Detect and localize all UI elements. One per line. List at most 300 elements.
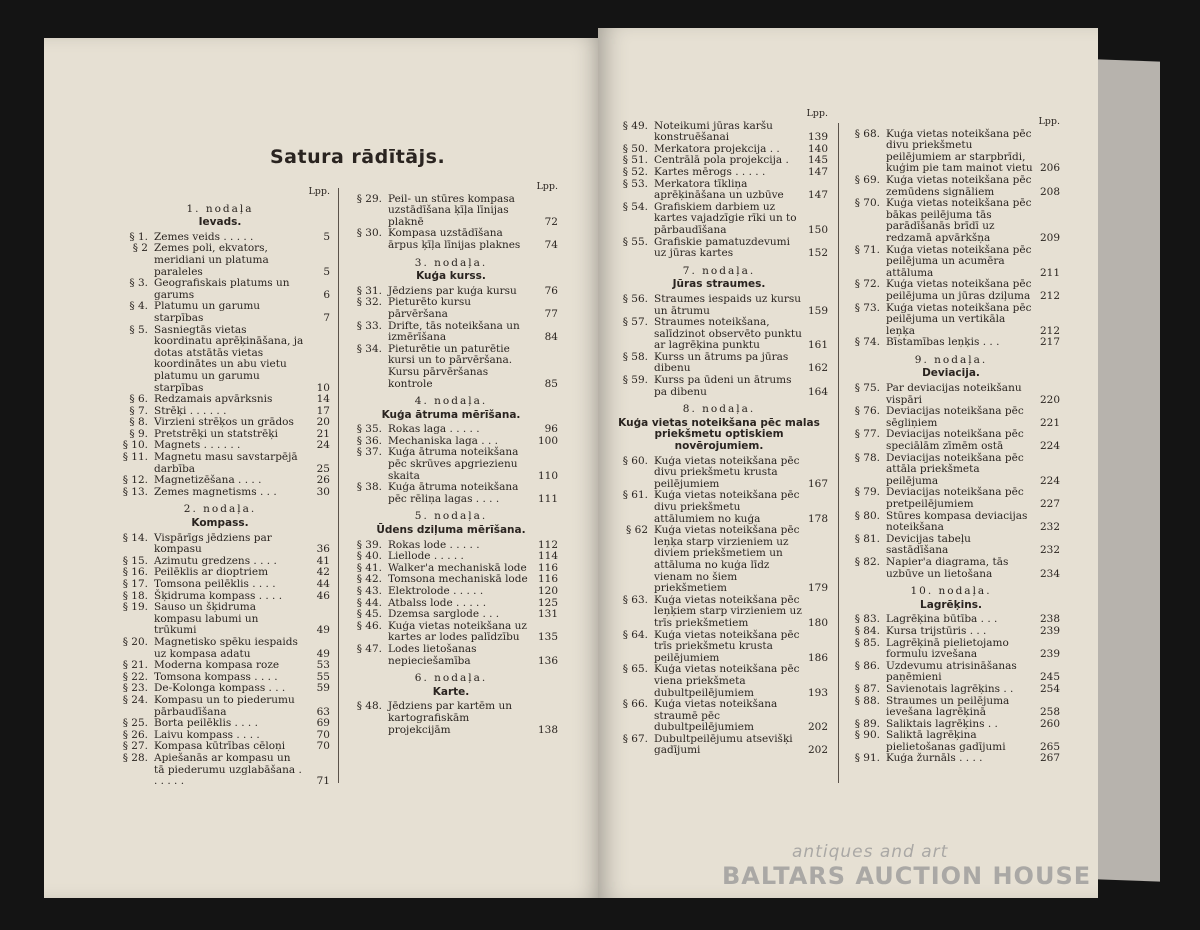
section-title: Magnets . . . . . .: [154, 439, 241, 452]
section-number: § 5.: [129, 323, 148, 336]
page-number: 6: [323, 288, 330, 301]
page-number: 30: [316, 485, 330, 498]
page-number: 76: [544, 284, 558, 297]
section-number: § 79.: [854, 486, 880, 499]
section-number: § 36.: [356, 434, 382, 447]
page-number: 167: [807, 477, 828, 490]
section-title: Kuģa vietas noteikšana pēc peilējuma un acumēra attāluma: [886, 243, 1032, 279]
section-title: Deviacijas noteikšana pēc attāla priekšmeta peilējuma: [886, 451, 1024, 487]
section-title: Savienotais lagrēķins . .: [886, 682, 1014, 695]
section-title: Tomsona peilēklis . . . .: [154, 578, 276, 590]
page-number: 164: [807, 385, 828, 398]
page-number: 5: [323, 265, 330, 278]
section-number: § 20.: [122, 635, 148, 648]
toc-entry: [610, 664, 828, 699]
chapter-title: Ūdens dziļuma mērīšana.: [376, 524, 526, 537]
section-title: Kurss un ātrums pa jūras dibenu: [654, 350, 789, 375]
section-title: Kartes mērogs . . . . .: [654, 165, 766, 178]
page-column-label: Lpp.: [536, 181, 558, 192]
page-number: 186: [807, 651, 828, 664]
toc-entry: [110, 325, 330, 395]
section-title: Dzemsa sarglode . . .: [388, 608, 500, 621]
chapter-number: 10. nodaļa.: [910, 585, 992, 598]
toc-entry: [110, 394, 330, 406]
toc-entry: [110, 243, 330, 278]
section-number: § 59.: [622, 374, 648, 387]
section-title: Kuģa ātruma noteikšana pēc rēliņa lagas . . . .: [388, 481, 519, 505]
section-number: § 42.: [356, 573, 382, 586]
section-title: Borta peilēklis . . . .: [154, 717, 258, 730]
section-number: § 34.: [356, 342, 382, 355]
section-number: § 9.: [129, 427, 148, 440]
section-title: Rokas lode . . . . .: [388, 538, 480, 551]
toc-entry: [842, 198, 1060, 244]
page-number: 267: [1039, 752, 1060, 765]
section-title: Redzamais apvārksnis: [154, 393, 273, 406]
section-title: Magnetisko spēku iespaids uz kompasa adatu: [154, 635, 298, 660]
chapter-number: 3. nodaļa.: [414, 256, 488, 269]
page-number: 125: [537, 596, 558, 609]
page-number: 63: [316, 705, 330, 718]
section-title: Liellode . . . . .: [388, 550, 464, 563]
section-title: Grafiskie pamatuzdevumi uz jūras kartes: [654, 235, 790, 260]
page-number: 232: [1039, 544, 1060, 557]
section-number: § 57.: [622, 316, 648, 329]
toc-entry: [110, 278, 330, 301]
page-number: 135: [537, 631, 558, 644]
page-number: 116: [537, 573, 558, 586]
toc-entry: [842, 129, 1060, 175]
section-title: Lagrēķina būtība . . .: [886, 613, 998, 626]
chapter-number: 5. nodaļa.: [414, 510, 488, 523]
section-number: § 44.: [356, 596, 382, 609]
page-number: 41: [316, 554, 330, 567]
toc-entry: [842, 487, 1060, 510]
toc-entry: [842, 245, 1060, 280]
toc-entry: [842, 684, 1060, 696]
toc-entry: [610, 734, 828, 757]
page-number: 209: [1039, 231, 1060, 244]
section-title: Kompasa kūtrības cēloņi: [154, 740, 286, 753]
section-number: § 77.: [854, 428, 880, 441]
toc-entry: [842, 406, 1060, 429]
section-number: § 14.: [122, 531, 148, 544]
section-title: Kuģa vietas noteikšana pēc viena priekšmeta dubultpeilējumiem: [654, 663, 800, 699]
section-number: § 15.: [122, 554, 148, 567]
section-number: § 6.: [129, 393, 148, 406]
toc-entry: [842, 638, 1060, 661]
section-title: Peil- un stūres kompasa uzstādīšana ķīļa līnijas plaknē: [388, 192, 515, 228]
chapter-title: Karte.: [432, 685, 470, 698]
page-number: 42: [316, 566, 330, 579]
section-number: § 47.: [356, 642, 382, 655]
section-title: Grafiskiem darbiem uz kartes vajadzīgie rīki un to pārbaudīšana: [654, 200, 797, 236]
chapter-number: 1. nodaļa: [186, 202, 254, 215]
page-number: 140: [807, 142, 828, 155]
section-title: Straumes noteikšana, salīdzinot observēto punktu ar lagrēķina punktu: [654, 316, 802, 352]
section-number: § 13.: [122, 485, 148, 498]
page-number: 193: [807, 686, 828, 699]
section-number: § 55.: [622, 235, 648, 248]
page-number: 212: [1039, 289, 1060, 302]
section-number: § 28.: [122, 751, 148, 764]
section-title: Saliktā lagrēķina pielietošanas gadījumi: [886, 729, 1006, 753]
toc-entry: [110, 579, 330, 591]
toc-entry: [344, 321, 558, 344]
section-title: Uzdevumu atrisināšanas paņēmieni: [886, 659, 1017, 684]
section-title: Bīstamības leņķis . . .: [886, 336, 1000, 349]
right-page: [598, 28, 1098, 898]
section-title: Zemes magnetisms . . .: [154, 485, 277, 498]
page-number: 232: [1039, 521, 1060, 534]
section-title: Pretstrēķi un statstrēķi: [154, 427, 278, 440]
left-page: [44, 38, 604, 898]
section-number: § 4.: [129, 300, 148, 313]
page-title: Satura rādītājs.: [270, 146, 446, 168]
toc-entry: [842, 383, 1060, 406]
section-number: § 70.: [854, 197, 880, 210]
toc-entry: [842, 626, 1060, 638]
section-number: § 11.: [122, 451, 148, 464]
section-title: Straumes iespaids uz kursu un ātrumu: [654, 292, 802, 317]
chapter-number: 6. nodaļa.: [414, 672, 488, 685]
toc-entry: [610, 202, 828, 237]
section-number: § 3.: [129, 277, 148, 290]
toc-entry: [344, 297, 558, 320]
section-title: Kuģa vietas noteikšana uz kartes ar lodes palīdzību: [388, 619, 527, 644]
page-number: 162: [807, 362, 828, 375]
watermark-line-1: antiques and art: [792, 842, 949, 862]
section-number: § 24.: [122, 693, 148, 706]
section-number: § 82.: [854, 555, 880, 568]
section-title: Moderna kompasa roze: [154, 659, 280, 672]
page-number: 120: [537, 585, 558, 597]
page-number: 69: [316, 717, 330, 730]
toc-entry: [610, 352, 828, 375]
section-number: § 62: [626, 524, 648, 537]
toc-entry: [842, 303, 1060, 338]
section-title: Kuģa žurnāls . . . .: [886, 752, 983, 765]
chapter-title: Kuģa ātruma mērīšana.: [381, 408, 521, 421]
page-number: 49: [316, 647, 330, 660]
section-number: § 90.: [854, 729, 880, 742]
page-number: 5: [323, 230, 330, 243]
section-title: Kuģa ātruma noteikšana pēc skrūves apgriezienu skaita: [388, 446, 519, 482]
section-title: Dubultpeilējumu atsevišķi gadījumi: [654, 732, 793, 757]
page-number: 159: [807, 304, 828, 317]
section-number: § 35.: [356, 423, 382, 436]
toc-entry: [842, 696, 1060, 719]
section-number: § 65.: [622, 663, 648, 676]
toc-entry: [344, 701, 558, 736]
section-number: § 38.: [356, 481, 382, 494]
page-number: 139: [807, 131, 828, 144]
section-title: Rokas laga . . . . .: [388, 423, 480, 436]
chapter-number: 8. nodaļa.: [682, 403, 756, 416]
section-number: § 81.: [854, 532, 880, 545]
page-number: 55: [316, 670, 330, 683]
page-number: 254: [1039, 682, 1060, 695]
section-number: § 18.: [122, 589, 148, 602]
section-number: § 54.: [622, 200, 648, 213]
section-title: Peilēklis ar dioptriem: [154, 566, 269, 579]
section-title: Virzieni strēķos un grādos: [154, 416, 294, 429]
section-number: § 71.: [854, 243, 880, 256]
toc-column-4: [842, 116, 1060, 765]
section-number: § 53.: [622, 177, 648, 190]
page-column-label: Lpp.: [1038, 116, 1060, 127]
section-number: § 72.: [854, 278, 880, 291]
section-title: Elektrolode . . . . .: [388, 585, 484, 597]
toc-entry: [842, 661, 1060, 684]
chapter-title: Deviacija.: [922, 367, 980, 380]
section-title: Atbalss lode . . . . .: [388, 596, 487, 609]
toc-entry: [110, 452, 330, 475]
section-title: Straumes un peilējuma ievešana lagrēķinā: [886, 694, 1010, 719]
section-title: Magnetizēšana . . . .: [154, 474, 262, 487]
page-number: 161: [807, 339, 828, 352]
page-number: 21: [316, 427, 330, 440]
section-title: Kompasa uzstādīšana ārpus ķīļa līnijas plaknes: [388, 227, 521, 251]
page-number: 212: [1039, 324, 1060, 337]
toc-column-2: [344, 181, 558, 736]
section-number: § 78.: [854, 451, 880, 464]
section-title: Par deviacijas noteikšanu vispāri: [886, 382, 1022, 406]
section-title: Tomsona kompass . . . .: [154, 670, 278, 683]
section-number: § 76.: [854, 405, 880, 418]
page-number: 131: [537, 608, 558, 621]
toc-entry: [610, 490, 828, 525]
section-title: Jēdziens par kartēm un kartografiskām projekcijām: [388, 700, 512, 736]
page-number: 147: [807, 165, 828, 178]
page-number: 224: [1039, 474, 1060, 487]
chapter-title: Kompass.: [191, 517, 249, 530]
section-number: § 88.: [854, 694, 880, 707]
watermark-line-2: BALTARS AUCTION HOUSE: [722, 862, 1092, 890]
page-number: 150: [807, 223, 828, 236]
toc-entry: [110, 695, 330, 718]
section-number: § 29.: [356, 192, 382, 205]
toc-entry: [610, 294, 828, 317]
section-title: Vispārīgs jēdziens par kompasu: [154, 531, 272, 556]
section-number: § 7.: [129, 404, 148, 417]
page-number: 85: [544, 377, 558, 390]
toc-column-1: [110, 186, 330, 788]
toc-entry: [344, 228, 558, 251]
page-number: 258: [1039, 706, 1060, 719]
section-title: Sauso un šķidruma kompasu labumi un trūkumi: [154, 601, 259, 637]
section-title: Kuģa vietas noteikšana pēc bākas peilējuma tās parādīšanās brīdī uz redzamā apvārkšņa: [886, 197, 1032, 244]
section-number: § 56.: [622, 292, 648, 305]
toc-entry: [110, 533, 330, 556]
section-title: Kuģa vietas noteikšana straumē pēc dubultpeilējumiem: [654, 698, 778, 734]
toc-entry: [842, 279, 1060, 302]
toc-entry: [610, 375, 828, 398]
toc-entry: [842, 730, 1060, 753]
section-number: § 25.: [122, 717, 148, 730]
toc-entry: [344, 447, 558, 482]
section-number: § 66.: [622, 698, 648, 711]
section-number: § 26.: [122, 728, 148, 741]
page-number: 14: [316, 393, 330, 406]
page-number: 220: [1039, 393, 1060, 406]
toc-entry: [344, 344, 558, 390]
section-number: § 41.: [356, 561, 382, 574]
section-title: Kuģa vietas noteikšana pēc leņķiem starp virzieniem uz trīs priekšmetiem: [654, 593, 802, 629]
section-number: § 17.: [122, 578, 148, 590]
section-number: § 83.: [854, 613, 880, 626]
page-number: 112: [537, 538, 558, 551]
page-number: 24: [316, 439, 330, 452]
section-number: § 60.: [622, 454, 648, 467]
page-number: 110: [537, 469, 558, 482]
section-number: § 89.: [854, 717, 880, 730]
section-number: § 1.: [129, 230, 148, 243]
toc-entry: [610, 179, 828, 202]
section-number: § 32.: [356, 296, 382, 309]
section-number: § 16.: [122, 566, 148, 579]
toc-entry: [842, 557, 1060, 580]
section-title: Strēķi . . . . . .: [154, 404, 227, 417]
toc-entry: [110, 487, 330, 499]
page-number: 116: [537, 561, 558, 574]
section-number: § 37.: [356, 446, 382, 459]
section-number: § 58.: [622, 350, 648, 363]
section-number: § 12.: [122, 474, 148, 487]
section-number: § 40.: [356, 550, 382, 563]
page-number: 100: [537, 434, 558, 447]
toc-entry: [110, 660, 330, 672]
page-number: 179: [807, 582, 828, 595]
section-number: § 48.: [356, 700, 382, 713]
section-title: Kuģa vietas noteikšana pēc trīs priekšmetu krusta peilējumiem: [654, 628, 800, 664]
section-number: § 31.: [356, 284, 382, 297]
page-number: 36: [316, 543, 330, 556]
section-number: § 30.: [356, 227, 382, 240]
toc-entry: [610, 630, 828, 665]
page-column-label: Lpp.: [308, 186, 330, 197]
section-title: Walker'a mechaniskā lode: [388, 561, 527, 574]
section-title: Deviacijas noteikšana pēc pretpeilējumiem: [886, 486, 1024, 510]
page-number: 138: [537, 723, 558, 736]
page-number: 217: [1039, 336, 1060, 349]
page-number: 234: [1039, 567, 1060, 580]
page-number: 239: [1039, 648, 1060, 661]
toc-entry: [110, 753, 330, 788]
section-number: § 86.: [854, 659, 880, 672]
toc-entry: [110, 301, 330, 324]
section-title: Napier'a diagrama, tās uzbūve un lietošana: [886, 555, 1009, 580]
chapter-number: 7. nodaļa.: [682, 264, 756, 277]
page-number: 224: [1039, 440, 1060, 453]
column-divider: [838, 123, 839, 783]
toc-entry: [344, 621, 558, 644]
toc-entry: [110, 718, 330, 730]
watermark: [722, 842, 1091, 890]
page-number: 152: [807, 247, 828, 260]
page-number: 46: [316, 589, 330, 602]
toc-entry: [610, 121, 828, 144]
toc-entry: [610, 456, 828, 491]
toc-entry: [610, 237, 828, 260]
section-title: Platumu un garumu starpības: [154, 300, 261, 324]
toc-entry: [610, 525, 828, 595]
section-number: § 61.: [622, 489, 648, 502]
section-title: Devicijas tabeļu sastādīšana: [886, 532, 971, 557]
section-title: Pieturētie un paturētie kursi un to pārvēršana. Kursu pārvēršanas kontrole: [388, 342, 513, 390]
page-number: 20: [316, 416, 330, 429]
section-title: Laivu kompass . . . .: [154, 728, 260, 741]
page-number: 239: [1039, 624, 1060, 637]
toc-entry: [110, 637, 330, 660]
page-number: 111: [537, 492, 558, 505]
toc-entry: [610, 167, 828, 179]
section-number: § 68.: [854, 127, 880, 140]
page-number: 17: [316, 404, 330, 417]
page-number: 74: [544, 238, 558, 251]
section-number: § 8.: [129, 416, 148, 429]
section-title: De-Kolonga kompass . . .: [154, 682, 286, 695]
section-title: Mechaniska laga . . .: [388, 434, 498, 447]
page-number: 208: [1039, 185, 1060, 198]
toc-entry: [344, 586, 558, 598]
chapter-number: 9. nodaļa.: [914, 353, 988, 366]
page-number: 72: [544, 215, 558, 228]
toc-entry: [842, 511, 1060, 534]
page-number: 44: [316, 578, 330, 590]
page-number: 26: [316, 474, 330, 487]
section-number: § 50.: [622, 142, 648, 155]
page-number: 53: [316, 659, 330, 672]
chapter-title: Ievads.: [198, 216, 242, 229]
page-number: 49: [316, 624, 330, 637]
section-number: § 51.: [622, 154, 648, 167]
section-title: Lagrēķinā pielietojamo formulu izvešana: [886, 636, 1009, 661]
section-title: Zemes veids . . . . .: [154, 230, 254, 243]
section-number: § 33.: [356, 319, 382, 332]
toc-entry: [842, 429, 1060, 452]
toc-entry: [610, 699, 828, 734]
toc-entry: [110, 602, 330, 637]
section-title: Azimutu gredzens . . . .: [154, 554, 277, 567]
section-title: Lodes lietošanas nepieciešamība: [388, 642, 477, 667]
section-title: Zemes poli, ekvators, meridiani un platuma paraleles: [154, 242, 269, 278]
toc-entry: [610, 317, 828, 352]
section-title: Tomsona mechaniskā lode: [388, 573, 528, 586]
toc-entry: [344, 194, 558, 229]
section-number: § 21.: [122, 659, 148, 672]
section-number: § 2: [132, 242, 148, 255]
chapter-number: 4. nodaļa.: [414, 395, 488, 408]
section-title: Kuģa vietas noteikšana pēc divu priekšmetu krusta peilējumiem: [654, 454, 800, 490]
page-number: 178: [807, 512, 828, 525]
section-number: § 67.: [622, 732, 648, 745]
column-divider: [338, 188, 339, 783]
section-title: Kurss pa ūdeni un ātrums pa dibenu: [654, 374, 792, 398]
section-number: § 69.: [854, 173, 880, 186]
toc-entry: [344, 644, 558, 667]
section-title: Deviacijas noteikšana pēc speciālām zīmēm ostā: [886, 428, 1024, 453]
chapter-title: Lagrēķins.: [920, 598, 982, 611]
section-number: § 39.: [356, 538, 382, 551]
section-number: § 49.: [622, 119, 648, 132]
section-number: § 75.: [854, 382, 880, 395]
page-number: 227: [1039, 498, 1060, 510]
page-number: 7: [323, 311, 330, 324]
chapter-title: Kuģa kurss.: [416, 270, 486, 283]
page-number: 84: [544, 331, 558, 344]
section-title: Merkatora projekcija . .: [654, 142, 780, 155]
